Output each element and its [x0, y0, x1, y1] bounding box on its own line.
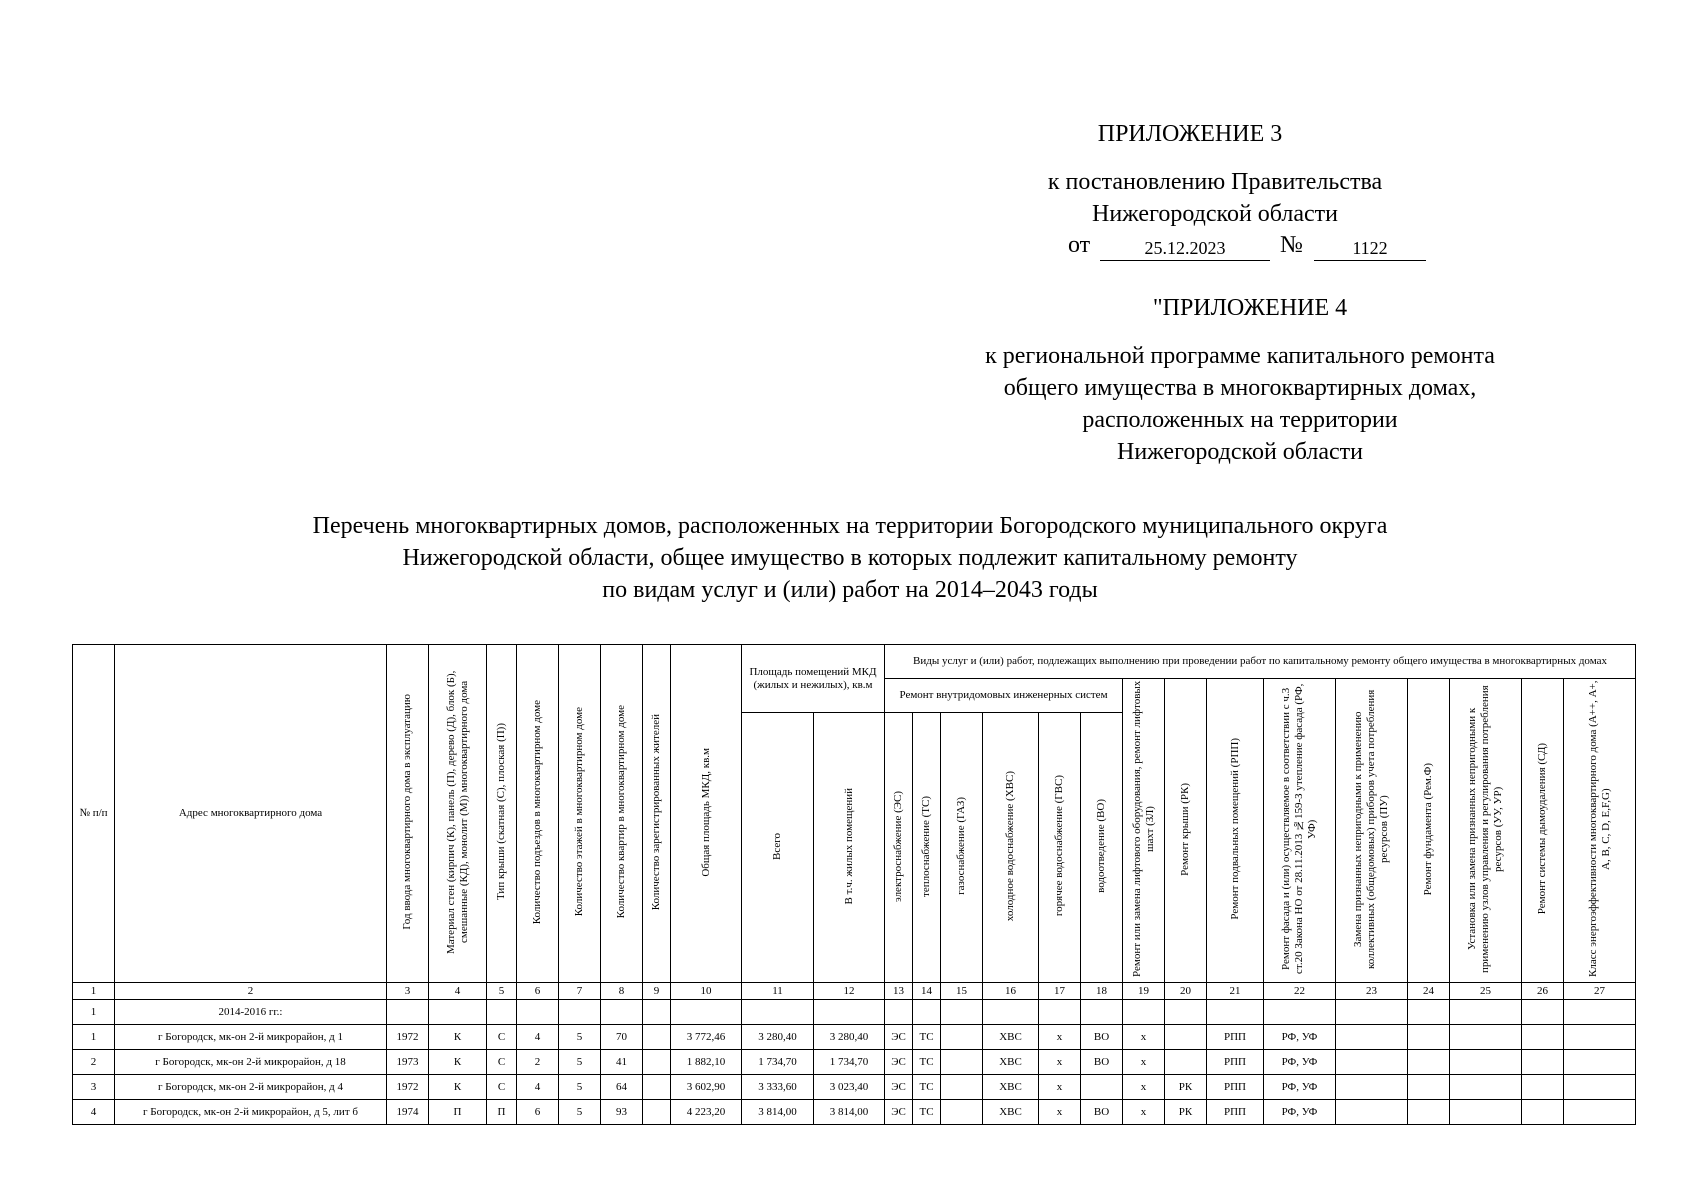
cell-energy	[1564, 1050, 1636, 1075]
cell-address: г Богородск, мк-он 2-й микрорайон, д 4	[115, 1075, 387, 1100]
program-line-1: к региональной программе капитального ремонта	[985, 343, 1495, 369]
column-number: 12	[814, 983, 885, 1000]
cell-vo: ВО	[1081, 1050, 1123, 1075]
cell-premises-living: 3 023,40	[814, 1075, 885, 1100]
column-number: 4	[429, 983, 487, 1000]
cell-lift: х	[1123, 1075, 1165, 1100]
cell-foundation	[1408, 1075, 1450, 1100]
column-number: 22	[1264, 983, 1336, 1000]
cell-year: 1972	[387, 1075, 429, 1100]
header-smoke: Ремонт системы дымоудаления (СД)	[1522, 679, 1564, 983]
cell-gas	[941, 1075, 983, 1100]
column-number: 21	[1207, 983, 1264, 1000]
column-number: 26	[1522, 983, 1564, 1000]
cell-residents	[643, 1025, 671, 1050]
cell-total-area: 3 772,46	[671, 1025, 742, 1050]
decree-date-row	[1068, 232, 1428, 266]
header-address: Адрес многоквартирного дома	[115, 645, 387, 983]
group-row	[73, 1000, 1636, 1025]
cell-basement: РПП	[1207, 1075, 1264, 1100]
header-control: Установка или замена признанных непригодными к применению узлов управления и регулирования потребления ресурсов (УУ, УР)	[1450, 679, 1522, 983]
column-number: 8	[601, 983, 643, 1000]
cell-basement: РПП	[1207, 1100, 1264, 1125]
cell-basement: РПП	[1207, 1050, 1264, 1075]
cell-smoke	[1522, 1100, 1564, 1125]
table-row	[73, 1100, 1636, 1125]
cell-lift: х	[1123, 1100, 1165, 1125]
cell-year: 1973	[387, 1050, 429, 1075]
cell-ts: ТС	[913, 1050, 941, 1075]
cell-residents	[643, 1050, 671, 1075]
cell-basement: РПП	[1207, 1025, 1264, 1050]
cell-premises-living: 3 280,40	[814, 1025, 885, 1050]
cell-smoke	[1522, 1050, 1564, 1075]
cell-num: 2	[73, 1050, 115, 1075]
header-premises-total: Всего	[742, 713, 814, 983]
cell-apartments: 93	[601, 1100, 643, 1125]
cell-energy	[1564, 1100, 1636, 1125]
column-number: 18	[1081, 983, 1123, 1000]
cell-vo: ВО	[1081, 1100, 1123, 1125]
cell-apartments: 64	[601, 1075, 643, 1100]
column-number: 10	[671, 983, 742, 1000]
header-num: № п/п	[73, 645, 115, 983]
cell-facade: РФ, УФ	[1264, 1050, 1336, 1075]
header-hvs: холодное водоснабжение (ХВС)	[983, 713, 1039, 983]
cell-roof-type: П	[487, 1100, 517, 1125]
column-number: 23	[1336, 983, 1408, 1000]
cell-energy	[1564, 1075, 1636, 1100]
decree-reference	[980, 166, 1450, 230]
header-year: Год ввода многоквартирного дома в эксплуатацию	[387, 645, 429, 983]
column-number: 27	[1564, 983, 1636, 1000]
program-reference	[880, 340, 1600, 468]
document-title	[150, 510, 1550, 606]
cell-hvs: ХВС	[983, 1100, 1039, 1125]
cell-meters	[1336, 1100, 1408, 1125]
cell-energy	[1564, 1025, 1636, 1050]
column-number: 1	[73, 983, 115, 1000]
header-ts: теплоснабжение (ТС)	[913, 713, 941, 983]
cell-entrances: 6	[517, 1100, 559, 1125]
cell-foundation	[1408, 1050, 1450, 1075]
cell-meters	[1336, 1075, 1408, 1100]
cell-num: 3	[73, 1075, 115, 1100]
column-number: 15	[941, 983, 983, 1000]
cell-floors: 5	[559, 1050, 601, 1075]
column-number: 2	[115, 983, 387, 1000]
header-energy: Класс энергоэффективности многоквартирного дома (А++, А+, А, B, C, D, E,F,G)	[1564, 679, 1636, 983]
column-number: 11	[742, 983, 814, 1000]
decree-line-2: Нижегородской области	[1091, 201, 1339, 227]
cell-apartments: 70	[601, 1025, 643, 1050]
houses-table	[72, 644, 1636, 1125]
number-label: №	[1280, 232, 1303, 258]
cell-es: ЭС	[885, 1100, 913, 1125]
header-basement: Ремонт подвальных помещений (РПП)	[1207, 679, 1264, 983]
column-numbers-row	[73, 983, 1636, 1000]
cell-control	[1450, 1025, 1522, 1050]
cell-material: К	[429, 1050, 487, 1075]
cell-total-area: 3 602,90	[671, 1075, 742, 1100]
cell-roof-type: С	[487, 1050, 517, 1075]
cell-total-area: 1 882,10	[671, 1050, 742, 1075]
cell-es: ЭС	[885, 1050, 913, 1075]
header-vo: водоотведение (ВО)	[1081, 713, 1123, 983]
cell-material: К	[429, 1025, 487, 1050]
cell-hvs: ХВС	[983, 1025, 1039, 1050]
table-row	[73, 1075, 1636, 1100]
cell-gas	[941, 1025, 983, 1050]
column-number: 24	[1408, 983, 1450, 1000]
cell-premises-total: 3 814,00	[742, 1100, 814, 1125]
title-line-1: Перечень многоквартирных домов, расположенных на территории Богородского муниципального округа	[312, 513, 1388, 539]
cell-floors: 5	[559, 1075, 601, 1100]
column-number: 17	[1039, 983, 1081, 1000]
cell-address: г Богородск, мк-он 2-й микрорайон, д 1	[115, 1025, 387, 1050]
header-engineering: Ремонт внутридомовых инженерных систем	[885, 679, 1123, 713]
cell-gvs: х	[1039, 1100, 1081, 1125]
cell-premises-total: 1 734,70	[742, 1050, 814, 1075]
header-premises-area: Площадь помещений МКД (жилых и нежилых), кв.м	[742, 645, 885, 713]
cell-year: 1974	[387, 1100, 429, 1125]
cell-address: г Богородск, мк-он 2-й микрорайон, д 5, лит б	[115, 1100, 387, 1125]
cell-gvs: х	[1039, 1050, 1081, 1075]
cell-control	[1450, 1075, 1522, 1100]
appendix-3-title: ПРИЛОЖЕНИЕ 3	[1097, 121, 1283, 147]
column-number: 20	[1165, 983, 1207, 1000]
cell-apartments: 41	[601, 1050, 643, 1075]
header-meters: Замена признанных непригодными к применению коллективных (общедомовых) приборов учета потребления ресурсов (ПУ)	[1336, 679, 1408, 983]
column-number: 19	[1123, 983, 1165, 1000]
column-number: 14	[913, 983, 941, 1000]
cell-lift: х	[1123, 1050, 1165, 1075]
appendix-4-title: "ПРИЛОЖЕНИЕ 4	[1152, 295, 1348, 321]
column-number: 3	[387, 983, 429, 1000]
cell-year: 1972	[387, 1025, 429, 1050]
header-premises-living: В т.ч. жилых помещений	[814, 713, 885, 983]
header-apartments: Количество квартир в многоквартирном доме	[601, 645, 643, 983]
cell-floors: 5	[559, 1100, 601, 1125]
cell-residents	[643, 1075, 671, 1100]
cell-material: П	[429, 1100, 487, 1125]
cell-control	[1450, 1050, 1522, 1075]
cell-roof	[1165, 1050, 1207, 1075]
from-label: от	[1068, 232, 1091, 258]
title-line-2: Нижегородской области, общее имущество в которых подлежит капитальному ремонту	[402, 545, 1298, 571]
program-line-3: расположенных на территории	[1082, 407, 1398, 433]
cell-es: ЭС	[885, 1025, 913, 1050]
header-gvs: горячее водоснабжение (ГВС)	[1039, 713, 1081, 983]
cell-smoke	[1522, 1025, 1564, 1050]
cell-hvs: ХВС	[983, 1050, 1039, 1075]
decree-date: 25.12.2023	[1100, 236, 1270, 261]
cell-roof-type: С	[487, 1025, 517, 1050]
cell-ts: ТС	[913, 1100, 941, 1125]
column-number: 25	[1450, 983, 1522, 1000]
cell-address: г Богородск, мк-он 2-й микрорайон, д 18	[115, 1050, 387, 1075]
table-row	[73, 1050, 1636, 1075]
cell-premises-total: 3 280,40	[742, 1025, 814, 1050]
header-material: Материал стен (кирпич (К), панель (П), дерево (Д), блок (Б), смешанные (КД), монолит (М)) многоквартирного дома	[429, 645, 487, 983]
cell-num: 4	[73, 1100, 115, 1125]
cell-premises-living: 3 814,00	[814, 1100, 885, 1125]
cell-premises-total: 3 333,60	[742, 1075, 814, 1100]
header-roof: Ремонт крыши (РК)	[1165, 679, 1207, 983]
cell-smoke	[1522, 1075, 1564, 1100]
cell-roof-type: С	[487, 1075, 517, 1100]
cell-gvs: х	[1039, 1075, 1081, 1100]
cell-material: К	[429, 1075, 487, 1100]
table-row	[73, 1025, 1636, 1050]
decree-number: 1122	[1314, 236, 1426, 261]
cell-meters	[1336, 1025, 1408, 1050]
cell-foundation	[1408, 1100, 1450, 1125]
header-gas: газоснабжение (ГАЗ)	[941, 713, 983, 983]
cell-hvs: ХВС	[983, 1075, 1039, 1100]
cell-vo	[1081, 1075, 1123, 1100]
header-floors: Количество этажей в многоквартирном доме	[559, 645, 601, 983]
cell-vo: ВО	[1081, 1025, 1123, 1050]
header-total-area: Общая площадь МКД, кв.м	[671, 645, 742, 983]
program-line-4: Нижегородской области	[1116, 439, 1364, 465]
cell-residents	[643, 1100, 671, 1125]
column-number: 9	[643, 983, 671, 1000]
decree-line-1: к постановлению Правительства	[1047, 169, 1383, 195]
header-works: Виды услуг и (или) работ, подлежащих выполнению при проведении работ по капитальному ремонту общего имущества в многоквартирных домах	[885, 645, 1636, 679]
group-num: 1	[73, 1000, 115, 1025]
cell-facade: РФ, УФ	[1264, 1025, 1336, 1050]
cell-lift: х	[1123, 1025, 1165, 1050]
column-number: 6	[517, 983, 559, 1000]
cell-facade: РФ, УФ	[1264, 1075, 1336, 1100]
program-line-2: общего имущества в многоквартирных домах,	[1003, 375, 1477, 401]
header-es: электроснабжение (ЭС)	[885, 713, 913, 983]
column-number: 13	[885, 983, 913, 1000]
cell-total-area: 4 223,20	[671, 1100, 742, 1125]
cell-premises-living: 1 734,70	[814, 1050, 885, 1075]
header-lift: Ремонт или замена лифтового оборудования, ремонт лифтовых шахт (ЗЛ)	[1123, 679, 1165, 983]
cell-ts: ТС	[913, 1075, 941, 1100]
header-foundation: Ремонт фундамента (Рем.Ф)	[1408, 679, 1450, 983]
cell-es: ЭС	[885, 1075, 913, 1100]
cell-meters	[1336, 1050, 1408, 1075]
cell-entrances: 4	[517, 1025, 559, 1050]
cell-gas	[941, 1100, 983, 1125]
header-entrances: Количество подъездов в многоквартирном доме	[517, 645, 559, 983]
cell-facade: РФ, УФ	[1264, 1100, 1336, 1125]
group-label: 2014-2016 гг.:	[115, 1000, 387, 1025]
cell-roof: РК	[1165, 1100, 1207, 1125]
header-roof-type: Тип крыши (скатная (С), плоская (П))	[487, 645, 517, 983]
cell-roof: РК	[1165, 1075, 1207, 1100]
cell-roof	[1165, 1025, 1207, 1050]
header-residents: Количество зарегистрированных жителей	[643, 645, 671, 983]
cell-num: 1	[73, 1025, 115, 1050]
cell-ts: ТС	[913, 1025, 941, 1050]
title-line-3: по видам услуг и (или) работ на 2014–2043 годы	[602, 577, 1098, 603]
cell-gas	[941, 1050, 983, 1075]
column-number: 16	[983, 983, 1039, 1000]
cell-floors: 5	[559, 1025, 601, 1050]
header-facade: Ремонт фасада и (или) осуществляемое в соответствии с ч.3 ст.20 Закона НО от 28.11.2013 №159-З утепление фасада (РФ, УФ)	[1264, 679, 1336, 983]
cell-gvs: х	[1039, 1025, 1081, 1050]
cell-foundation	[1408, 1025, 1450, 1050]
column-number: 5	[487, 983, 517, 1000]
cell-entrances: 4	[517, 1075, 559, 1100]
cell-control	[1450, 1100, 1522, 1125]
column-number: 7	[559, 983, 601, 1000]
cell-entrances: 2	[517, 1050, 559, 1075]
